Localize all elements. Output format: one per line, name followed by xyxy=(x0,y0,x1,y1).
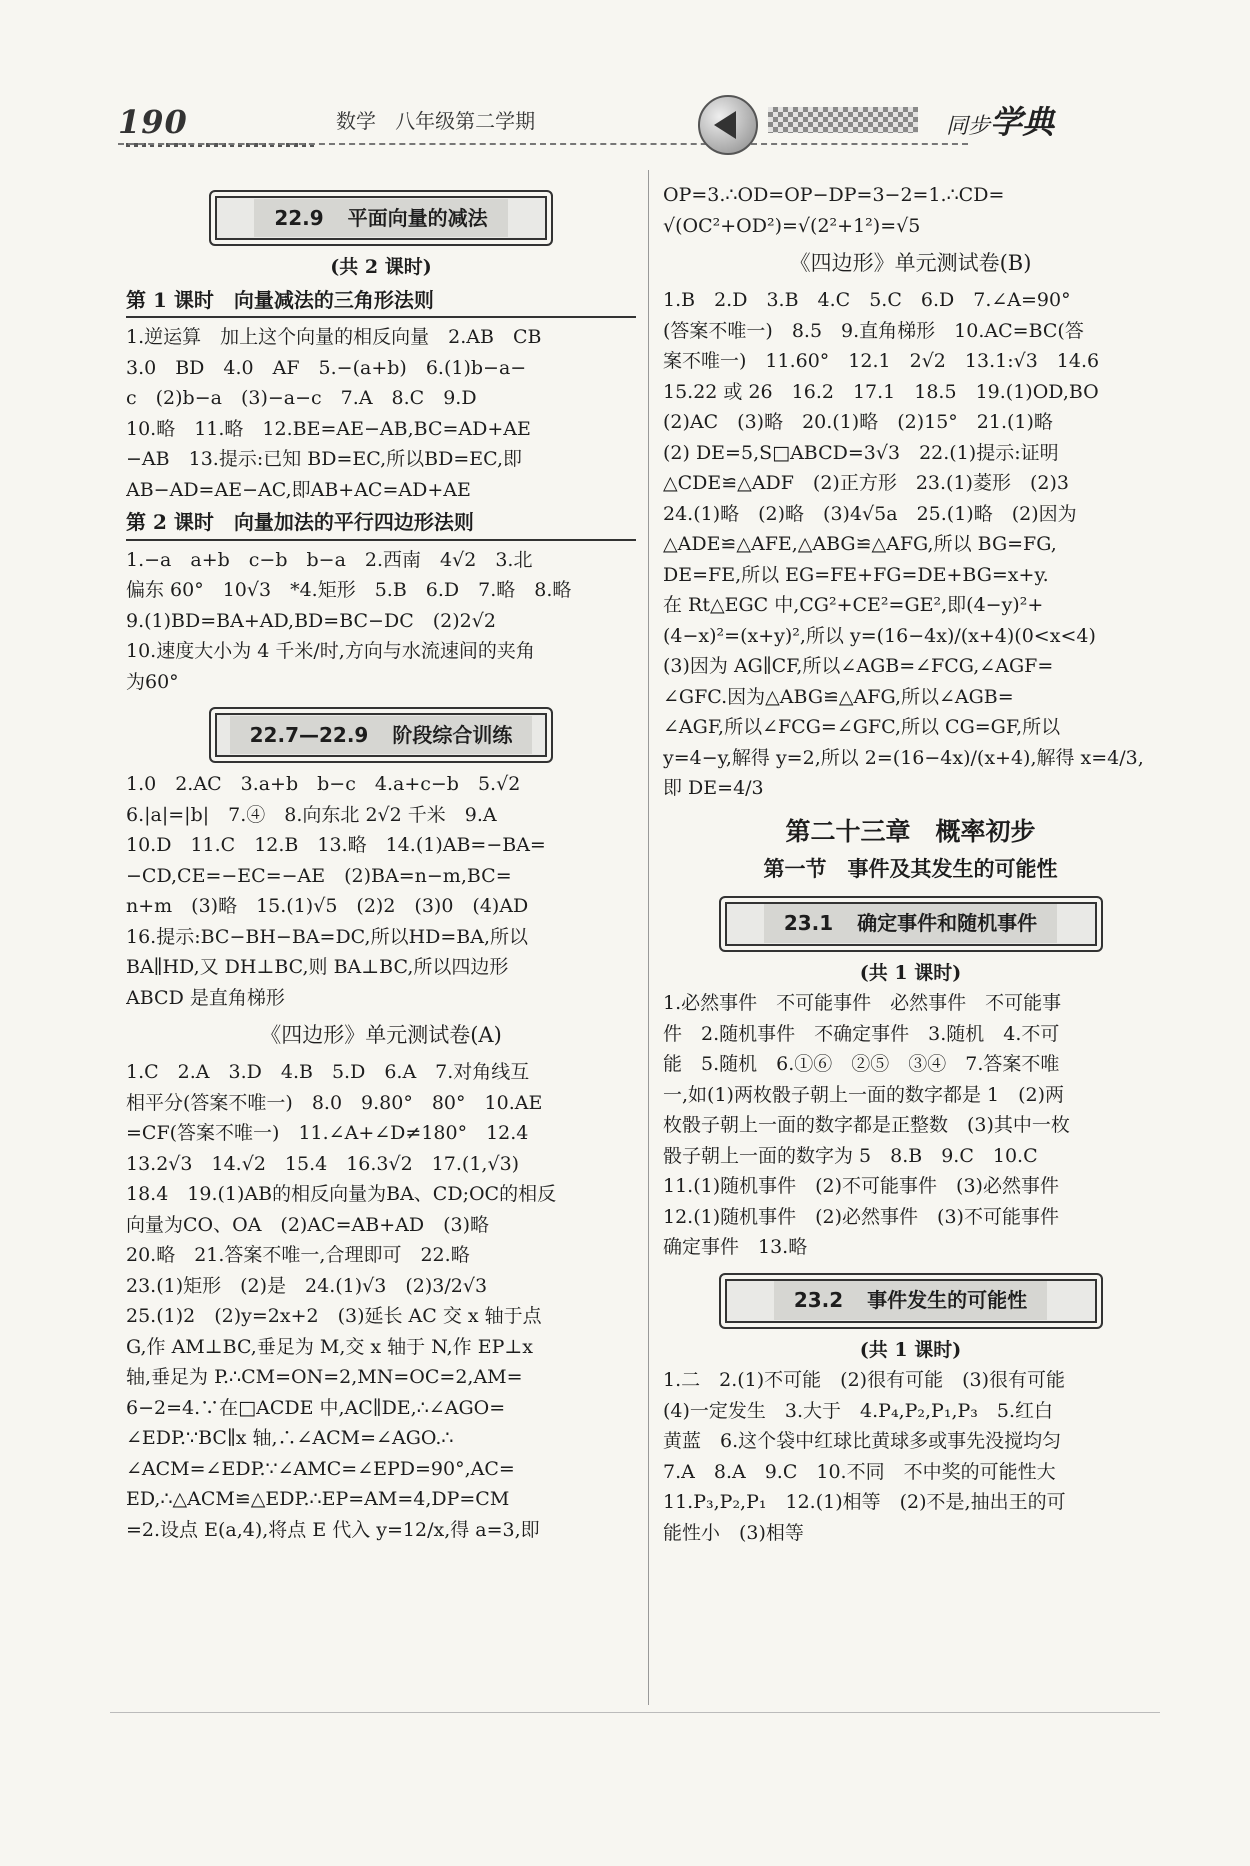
answer-line: 能性小 (3)相等 xyxy=(663,1521,804,1544)
answer-line: 向量为CO、OA (2)AC=AB+AD (3)略 xyxy=(126,1213,489,1236)
answer-line: 案不唯一) 11.60° 12.1 2√2 13.1:√3 14.6 xyxy=(663,350,1100,372)
answer-line: 20.略 21.答案不唯一,合理即可 22.略 xyxy=(126,1244,470,1266)
answer-line: (4)一定发生 3.大于 4.P₄,P₂,P₁,P₃ 5.红白 xyxy=(663,1399,1054,1422)
answer-line: 15.22 或 26 16.2 17.1 18.5 19.(1)OD,BO xyxy=(663,380,1099,403)
section-box-22-9 xyxy=(209,190,553,246)
answer-line: 16.提示:BC−BH−BA=DC,所以HD=BA,所以 xyxy=(126,925,529,948)
continued-answers xyxy=(663,180,1158,241)
section-box-23-1 xyxy=(719,896,1103,952)
brand-logo xyxy=(946,97,1054,143)
answer-line: ∠EDP.∵BC∥x 轴,∴∠ACM=∠AGO.∴ xyxy=(126,1427,454,1449)
answer-line: y=4−y,解得 y=2,所以 2=(16−4x)/(x+4),解得 x=4/3, xyxy=(663,746,1144,769)
section-title: 平面向量的减法 xyxy=(347,205,488,230)
lesson-2-answers xyxy=(126,545,636,698)
answer-line: 为60° xyxy=(126,670,179,693)
answer-line: 在 Rt△EGC 中,CG²+CE²=GE²,即(4−y)²+ xyxy=(663,594,1044,616)
answer-line: 7.A 8.A 9.C 10.不同 不中奖的可能性大 xyxy=(663,1460,1056,1483)
answer-line: 25.(1)2 (2)y=2x+2 (3)延长 AC 交 x 轴于点 xyxy=(126,1305,542,1327)
page-header xyxy=(118,95,1148,175)
answer-line: 12.(1)随机事件 (2)必然事件 (3)不可能事件 xyxy=(663,1205,1059,1228)
answer-line: =2.设点 E(a,4),将点 E 代入 y=12/x,得 a=3,即 xyxy=(126,1518,540,1541)
answer-line: 能 5.随机 6.①⑥ ②⑤ ③④ 7.答案不唯 xyxy=(663,1053,1060,1075)
answer-line: 23.(1)矩形 (2)是 24.(1)√3 (2)3/2√3 xyxy=(126,1274,488,1297)
test-b-title: 《四边形》单元测试卷(B) xyxy=(789,251,1032,275)
test-b-answers xyxy=(663,285,1158,804)
header-rule xyxy=(118,143,968,145)
answer-line: (4−x)²=(x+y)²,所以 y=(16−4x)/(x+4)(0<x<4) xyxy=(663,624,1096,647)
left-column xyxy=(126,180,636,1545)
test-a-title: 《四边形》单元测试卷(A) xyxy=(260,1023,502,1047)
answer-line: 3.0 BD 4.0 AF 5.−(a+b) 6.(1)b−a− xyxy=(126,356,527,379)
answer-line: 11.(1)随机事件 (2)不可能事件 (3)必然事件 xyxy=(663,1175,1059,1197)
answer-line: =CF(答案不唯一) 11.∠A+∠D≠180° 12.4 xyxy=(126,1122,529,1144)
section-23-1-answers xyxy=(663,988,1158,1263)
back-arrow-icon xyxy=(698,95,758,155)
section-number: 22.7—22.9 xyxy=(249,722,369,747)
answer-line: △ADE≌△AFE,△ABG≌△AFG,所以 BG=FG, xyxy=(663,533,1057,555)
answer-line: G,作 AM⊥BC,垂足为 M,交 x 轴于 N,作 EP⊥x xyxy=(126,1335,533,1358)
test-a-answers xyxy=(126,1057,636,1545)
column-divider xyxy=(648,170,649,1705)
answer-line: 骰子朝上一面的数字为 5 8.B 9.C 10.C xyxy=(663,1144,1038,1167)
answer-line: OP=3.∴OD=OP−DP=3−2=1.∴CD= xyxy=(663,184,1005,206)
answer-line: ∠GFC.因为△ABG≌△AFG,所以∠AGB= xyxy=(663,685,1014,708)
checker-pattern xyxy=(768,107,918,133)
section-number: 22.9 xyxy=(274,205,324,230)
answer-line: 黄蓝 6.这个袋中红球比黄球多或事先没搅均匀 xyxy=(663,1430,1062,1452)
right-column xyxy=(663,180,1158,1548)
answer-line: n+m (3)略 15.(1)√5 (2)2 (3)0 (4)AD xyxy=(126,895,529,917)
section-title: 事件发生的可能性 xyxy=(867,1288,1028,1313)
section-23-2-answers xyxy=(663,1365,1158,1548)
section-number: 23.1 xyxy=(783,911,834,936)
answer-line: 13.2√3 14.√2 15.4 16.3√2 17.(1,√3) xyxy=(126,1152,520,1175)
answer-line: 一,如(1)两枚骰子朝上一面的数字都是 1 (2)两 xyxy=(663,1083,1064,1106)
answer-line: 6.|a|=|b| 7.④ 8.向东北 2√2 千米 9.A xyxy=(126,803,497,826)
answer-line: 24.(1)略 (2)略 (3)4√5a 25.(1)略 (2)因为 xyxy=(663,502,1077,525)
answer-line: 枚骰子朝上一面的数字都是正整数 (3)其中一枚 xyxy=(663,1114,1070,1136)
answer-line: (3)因为 AG∥CF,所以∠AGB=∠FCG,∠AGF= xyxy=(663,655,1054,677)
answer-line: c (2)b−a (3)−a−c 7.A 8.C 9.D xyxy=(126,387,477,409)
answer-line: 11.P₃,P₂,P₁ 12.(1)相等 (2)不是,抽出王的可 xyxy=(663,1491,1066,1513)
lesson-2-title: 第 2 课时 向量加法的平行四边形法则 xyxy=(126,507,636,541)
answer-line: (答案不唯一) 8.5 9.直角梯形 10.AC=BC(答 xyxy=(663,319,1084,342)
sessions-label: (共 2 课时) xyxy=(330,256,432,278)
section-title: 确定事件和随机事件 xyxy=(857,911,1038,936)
answer-line: DE=FE,所以 EG=FE+FG=DE+BG=x+y. xyxy=(663,563,1049,586)
answer-line: 1.C 2.A 3.D 4.B 5.D 6.A 7.对角线互 xyxy=(126,1061,530,1083)
answer-line: 1.0 2.AC 3.a+b b−c 4.a+c−b 5.√2 xyxy=(126,773,521,795)
grade-label: 八年级第二学期 xyxy=(395,109,536,133)
answer-line: −AB 13.提示:已知 BD=EC,所以BD=EC,即 xyxy=(126,448,523,470)
answer-line: 件 2.随机事件 不确定事件 3.随机 4.不可 xyxy=(663,1022,1060,1045)
answer-line: △CDE≌△ADF (2)正方形 23.(1)菱形 (2)3 xyxy=(663,472,1069,494)
answer-line: 6−2=4.∵在□ACDE 中,AC∥DE,∴∠AGO= xyxy=(126,1396,506,1419)
chapter-title: 第二十三章 概率初步 xyxy=(785,816,1036,846)
answer-line: 即 DE=4/3 xyxy=(663,777,764,799)
subchapter-title: 第一节 事件及其发生的可能性 xyxy=(763,855,1058,881)
answer-line: 1.逆运算 加上这个向量的相反向量 2.AB CB xyxy=(126,326,542,348)
answer-line: ABCD 是直角梯形 xyxy=(126,986,285,1009)
section-number: 23.2 xyxy=(793,1288,844,1313)
answer-line: (2)AC (3)略 20.(1)略 (2)15° 21.(1)略 xyxy=(663,411,1053,433)
sessions-label: (共 1 课时) xyxy=(859,961,962,984)
answer-line: 18.4 19.(1)AB的相反向量为BA、CD;OC的相反 xyxy=(126,1183,557,1205)
header-subject xyxy=(336,105,535,134)
answer-line: ∠AGF,所以∠FCG=∠GFC,所以 CG=GF,所以 xyxy=(663,716,1061,738)
answer-line: 1.二 2.(1)不可能 (2)很有可能 (3)很有可能 xyxy=(663,1369,1065,1391)
lesson-1-title: 第 1 课时 向量减法的三角形法则 xyxy=(126,285,636,319)
answer-line: ∠ACM=∠EDP.∵∠AMC=∠EPD=90°,AC= xyxy=(126,1457,515,1480)
answer-line: AB−AD=AE−AC,即AB+AC=AD+AE xyxy=(126,478,471,501)
stage-answers xyxy=(126,769,636,1013)
answer-line: 10.速度大小为 4 千米/时,方向与水流速间的夹角 xyxy=(126,640,535,662)
answer-line: BA∥HD,又 DH⊥BC,则 BA⊥BC,所以四边形 xyxy=(126,956,509,978)
answer-line: 9.(1)BD=BA+AD,BD=BC−DC (2)2√2 xyxy=(126,609,496,632)
answer-line: 轴,垂足为 P.∴CM=ON=2,MN=OC=2,AM= xyxy=(126,1366,523,1388)
section-box-23-2 xyxy=(719,1273,1103,1329)
bottom-rule xyxy=(110,1712,1160,1713)
answer-line: 10.略 11.略 12.BE=AE−AB,BC=AD+AE xyxy=(126,417,531,440)
brand-large: 学典 xyxy=(990,103,1055,141)
answer-line: −CD,CE=−EC=−AE (2)BA=n−m,BC= xyxy=(126,864,512,887)
answer-line: 10.D 11.C 12.B 13.略 14.(1)AB=−BA= xyxy=(126,834,546,856)
answer-line: 确定事件 13.略 xyxy=(663,1236,808,1258)
answer-line: 相平分(答案不唯一) 8.0 9.80° 80° 10.AE xyxy=(126,1091,543,1114)
subject-label: 数学 xyxy=(336,109,376,133)
section-title: 阶段综合训练 xyxy=(392,722,513,747)
answer-line: 1.−a a+b c−b b−a 2.西南 4√2 3.北 xyxy=(126,548,533,571)
brand-small: 同步 xyxy=(946,114,991,139)
page-number: 190 xyxy=(118,103,188,141)
sessions-label: (共 1 课时) xyxy=(859,1338,962,1361)
answer-line: 1.B 2.D 3.B 4.C 5.C 6.D 7.∠A=90° xyxy=(663,289,1071,311)
answer-line: ED,∴△ACM≌△EDP.∴EP=AM=4,DP=CM xyxy=(126,1488,510,1510)
section-box-stage xyxy=(209,707,553,763)
answer-line: √(OC²+OD²)=√(2²+1²)=√5 xyxy=(663,214,921,237)
answer-line: (2) DE=5,S□ABCD=3√3 22.(1)提示:证明 xyxy=(663,441,1059,464)
answer-line: 偏东 60° 10√3 *4.矩形 5.B 6.D 7.略 8.略 xyxy=(126,579,572,601)
lesson-1-answers xyxy=(126,322,636,505)
answer-line: 1.必然事件 不可能事件 必然事件 不可能事 xyxy=(663,992,1062,1014)
